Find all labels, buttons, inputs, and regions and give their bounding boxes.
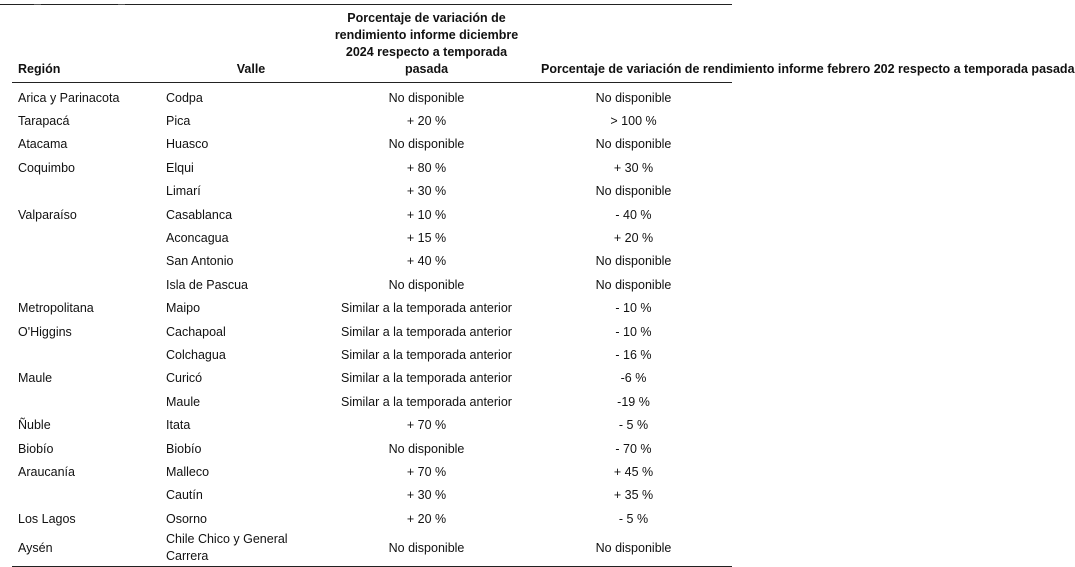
cell-december-variation: No disponible	[388, 277, 465, 292]
cell-february-variation: - 10 %	[615, 301, 652, 316]
header-february-text: Porcentaje de variación de rendimiento informe febrero 202 respecto a temporada pasada	[541, 62, 1075, 76]
cell-february-variation: - 10 %	[615, 324, 652, 339]
yield-variation-table	[12, 8, 1075, 567]
cell-december-variation: Similar a la temporada anterior	[341, 371, 512, 386]
cell-valle: Chile Chico y General Carrera	[158, 530, 318, 567]
table-row	[12, 226, 732, 249]
cell-december-variation: No disponible	[388, 90, 465, 105]
cell-february-variation: - 70 %	[615, 441, 652, 456]
cell-region: Arica y Parinacota	[18, 90, 120, 105]
header-region: Región	[12, 8, 158, 83]
cell-valle: Biobío	[166, 441, 202, 456]
cell-region	[12, 250, 158, 273]
header-december-text: Porcentaje de variación de rendimiento informe diciembre 2024 respecto a temporada pasada	[334, 11, 519, 76]
table-row	[12, 460, 732, 483]
cell-valle: Elqui	[166, 160, 194, 175]
cell-region: Atacama	[18, 137, 68, 152]
table-row	[12, 437, 732, 460]
cell-valle: San Antonio	[166, 254, 234, 269]
cell-region: Los Lagos	[18, 511, 76, 526]
cell-february-variation: + 35 %	[613, 488, 654, 503]
cell-february-variation: + 30 %	[613, 160, 654, 175]
cell-region	[12, 226, 158, 249]
cell-december-variation: Similar a la temporada anterior	[341, 347, 512, 362]
cell-valle: Casablanca	[166, 207, 233, 222]
cell-february-variation: -19 %	[617, 394, 650, 409]
cell-valle: Colchagua	[166, 347, 226, 362]
header-row	[12, 8, 732, 83]
cell-february-variation: -6 %	[620, 371, 647, 386]
cell-region	[12, 273, 158, 296]
cropped-top-edge	[0, 0, 732, 6]
table-row	[12, 367, 732, 390]
cell-february-variation: - 16 %	[615, 347, 652, 362]
table-row	[12, 530, 732, 567]
cell-february-variation: No disponible	[595, 254, 672, 269]
cell-december-variation: No disponible	[318, 530, 535, 567]
cell-december-variation: + 80 %	[406, 160, 447, 175]
cell-valle: Limarí	[166, 184, 201, 199]
cell-valle: Cautín	[166, 488, 203, 503]
cell-region: Biobío	[18, 441, 54, 456]
cell-valle: Malleco	[166, 464, 210, 479]
table-row	[12, 507, 732, 530]
header-february-variation	[535, 8, 1075, 83]
cell-february-variation: > 100 %	[610, 114, 657, 129]
cell-december-variation: Similar a la temporada anterior	[341, 394, 512, 409]
cell-region	[12, 343, 158, 366]
top-rule	[0, 4, 732, 5]
table-row	[12, 320, 732, 343]
table-row	[12, 273, 732, 296]
table-row	[12, 297, 732, 320]
table-row	[12, 109, 732, 132]
cell-region: O'Higgins	[18, 324, 72, 339]
cell-region	[12, 390, 158, 413]
cell-region	[12, 484, 158, 507]
cell-december-variation: + 15 %	[406, 231, 447, 246]
cell-valle: Huasco	[166, 137, 209, 152]
table-row	[12, 390, 732, 413]
cell-february-variation: No disponible	[595, 90, 672, 105]
cell-region: Coquimbo	[18, 160, 75, 175]
cell-valle: Itata	[166, 418, 191, 433]
cell-valle: Curicó	[166, 371, 203, 386]
cropped-glyph	[34, 0, 41, 5]
cell-december-variation: Similar a la temporada anterior	[341, 301, 512, 316]
table-row	[12, 484, 732, 507]
cell-region: Metropolitana	[18, 301, 94, 316]
cell-region	[12, 180, 158, 203]
cropped-glyph	[118, 0, 125, 5]
cell-valle: Isla de Pascua	[166, 277, 248, 292]
table-row	[12, 203, 732, 226]
cell-region: Valparaíso	[18, 207, 77, 222]
cell-february-variation: - 5 %	[618, 511, 649, 526]
table-row	[12, 83, 732, 110]
header-valle: Valle	[158, 8, 318, 83]
cell-february-variation: + 20 %	[613, 231, 654, 246]
cell-december-variation: + 70 %	[406, 464, 447, 479]
table-row	[12, 133, 732, 156]
table-row	[12, 343, 732, 366]
cell-december-variation: No disponible	[388, 137, 465, 152]
cell-valle: Maipo	[166, 301, 201, 316]
cell-valle: Pica	[166, 114, 191, 129]
cell-region: Maule	[18, 371, 53, 386]
cell-december-variation: + 20 %	[406, 511, 447, 526]
cell-february-variation: No disponible	[595, 137, 672, 152]
cell-february-variation: + 45 %	[613, 464, 654, 479]
table-row	[12, 156, 732, 179]
cell-february-variation: No disponible	[595, 184, 672, 199]
cell-region: Aysén	[12, 530, 158, 567]
table-row	[12, 180, 732, 203]
cell-valle: Osorno	[166, 511, 207, 526]
cell-december-variation: Similar a la temporada anterior	[341, 324, 512, 339]
cell-december-variation: + 70 %	[406, 418, 447, 433]
cell-region: Tarapacá	[18, 114, 70, 129]
cell-december-variation: + 20 %	[406, 114, 447, 129]
table-body	[12, 83, 732, 567]
cell-region: Araucanía	[18, 464, 75, 479]
cell-region: Ñuble	[18, 418, 51, 433]
cell-december-variation: No disponible	[388, 441, 465, 456]
cell-february-variation: - 5 %	[618, 418, 649, 433]
cell-december-variation: + 30 %	[406, 184, 447, 199]
cell-valle: Cachapoal	[166, 324, 226, 339]
cell-february-variation: - 40 %	[615, 207, 652, 222]
cell-december-variation: + 10 %	[406, 207, 447, 222]
cell-february-variation: No disponible	[595, 277, 672, 292]
cell-december-variation: + 40 %	[406, 254, 447, 269]
cell-valle: Maule	[166, 394, 201, 409]
table-row	[12, 250, 732, 273]
cell-december-variation: + 30 %	[406, 488, 447, 503]
cell-valle: Aconcagua	[166, 231, 229, 246]
table-row	[12, 413, 732, 436]
cell-february-variation: No disponible	[535, 530, 732, 567]
cell-valle: Codpa	[166, 90, 203, 105]
header-december-variation	[318, 8, 535, 83]
